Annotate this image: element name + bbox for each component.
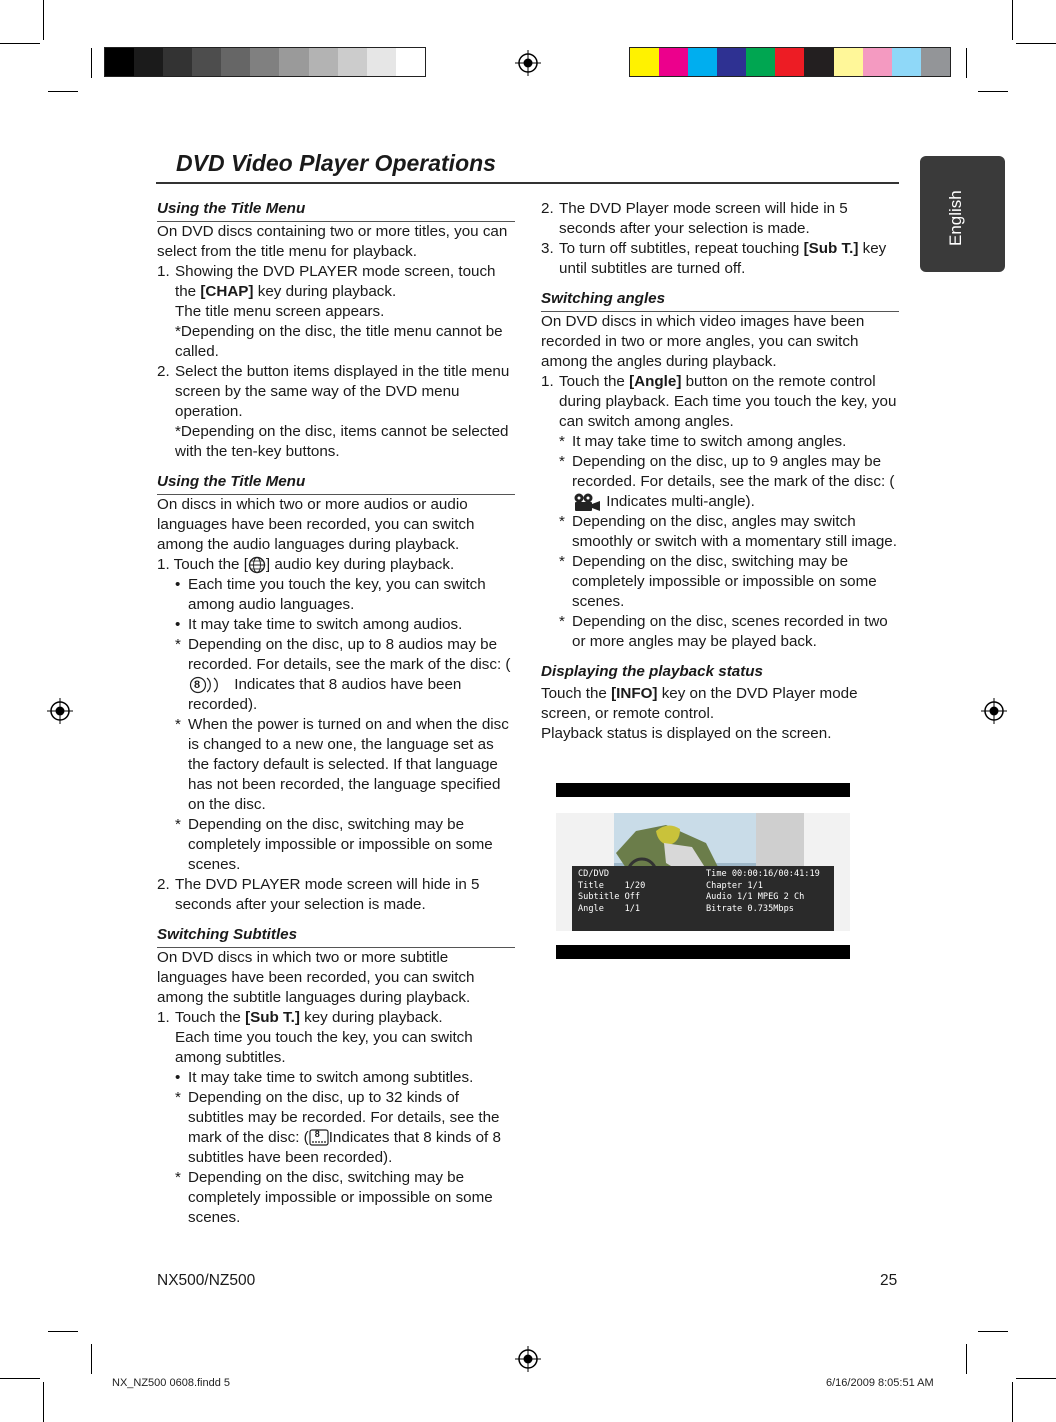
note-item: * Depending on the disc, up to 32 kinds of subtitles may be recorded. For details, see the mark of the disc: ( 8 Indicates that 8 kinds of 8 subtitles have been recorded). [175, 1089, 501, 1166]
color-swatch [192, 48, 221, 76]
crop-mark [48, 91, 78, 92]
crop-mark [0, 43, 40, 44]
color-swatch [775, 48, 804, 76]
color-swatch [163, 48, 192, 76]
list-item: 1. Touch the [ ] audio key during playback. [157, 556, 455, 573]
page-number: 25 [880, 1272, 898, 1289]
paragraph: Playback status is displayed on the screen. [541, 725, 832, 743]
crop-mark [1016, 43, 1056, 44]
crop-mark [1016, 1378, 1056, 1379]
color-swatch [746, 48, 775, 76]
color-swatch [338, 48, 367, 76]
crop-mark [91, 48, 92, 78]
crop-mark [966, 1344, 967, 1374]
paragraph: On DVD discs containing two or more titles, you can select from the title menu for playback. [157, 223, 508, 260]
title-rule [156, 182, 899, 184]
note-item: * Depending on the disc, angles may switch smoothly or switch with a momentary still image. [559, 513, 897, 551]
color-swatch [892, 48, 921, 76]
playback-status-screenshot [556, 783, 850, 959]
letterbox-bar [556, 945, 850, 959]
color-swatch [717, 48, 746, 76]
color-swatch [921, 48, 950, 76]
crop-mark [1012, 1382, 1013, 1422]
section-heading: Switching Subtitles [157, 925, 515, 948]
list-item: 3. To turn off subtitles, repeat touching [Sub T.] key until subtitles are turned off. [541, 240, 887, 277]
color-swatch [250, 48, 279, 76]
color-swatch [659, 48, 688, 76]
color-swatch [863, 48, 892, 76]
note-item: * Depending on the disc, up to 9 angles may be recorded. For details, see the mark of the disc: ( Indicates multi-angle). [559, 453, 895, 511]
crop-mark [91, 1344, 92, 1374]
audio-8-mark-icon: 8 [188, 676, 230, 694]
note-item: * Depending on the disc, switching may be completely impossible or impossible on some scenes. [175, 1169, 493, 1226]
color-swatch [134, 48, 163, 76]
crop-mark [43, 0, 44, 40]
note-item: * It may take time to switch among angles. [559, 433, 847, 450]
paragraph: On DVD discs in which video images have been recorded in two or more angles, you can switch among the angles during playback. [541, 313, 865, 370]
language-tab-label: English [946, 190, 965, 246]
bullet-item: • It may take time to switch among subtitles. [175, 1069, 474, 1086]
date-slug: 6/16/2009 8:05:51 AM [826, 1377, 934, 1389]
list-item: 1. Showing the DVD PLAYER mode screen, touch the [CHAP] key during playback. The title menu screen appears. *Depending on the disc, the title menu cannot be called. [157, 263, 503, 360]
right-column [541, 199, 899, 744]
color-swatch [630, 48, 659, 76]
registration-mark-icon [515, 50, 541, 76]
crop-mark [978, 91, 1008, 92]
section-heading: Using the Title Menu [157, 199, 515, 222]
list-item: 2. Select the button items displayed in the title menu screen by the same way of the DVD menu operation. *Depending on the disc, items cannot be selected with the ten-key buttons. [157, 363, 510, 460]
note-item: * Depending on the disc, switching may be completely impossible or impossible on some scenes. [175, 816, 493, 873]
bullet-item: • Each time you touch the key, you can switch among audio languages. [175, 576, 486, 613]
bullet-item: • It may take time to switch among audios. [175, 616, 463, 633]
section-heading: Using the Title Menu [157, 472, 515, 495]
paragraph: On discs in which two or more audios or audio languages have been recorded, you can switch among the audio languages during playback. [157, 496, 475, 553]
paragraph: Touch the [INFO] key on the DVD Player mode screen, or remote control. [541, 685, 858, 723]
color-swatch [396, 48, 425, 76]
crop-mark [1012, 0, 1013, 40]
note-item: * When the power is turned on and when the disc is changed to a new one, the language set as the factory default is selected. If that language has not been recorded, the language specified on the disc. [175, 716, 509, 813]
crop-mark [978, 1331, 1008, 1332]
video-frame [556, 813, 850, 931]
color-swatch [309, 48, 338, 76]
color-swatch [834, 48, 863, 76]
note-item: * Depending on the disc, up to 8 audios may be recorded. For details, see the mark of the disc: ( 8 Indicates that 8 audios have been recorded). [175, 636, 511, 713]
multi-angle-camera-icon [572, 492, 602, 512]
section-heading: Switching angles [541, 289, 899, 312]
color-swatch [688, 48, 717, 76]
crop-mark [43, 1382, 44, 1422]
model-number: NX500/NZ500 [157, 1272, 256, 1289]
paragraph: On DVD discs in which two or more subtitle languages have been recorded, you can switch among the subtitle languages during playback. [157, 949, 475, 1006]
list-item: 2. The DVD PLAYER mode screen will hide in 5 seconds after your selection is made. [157, 876, 480, 913]
left-column [157, 199, 515, 1228]
language-tab [920, 156, 1005, 272]
color-swatch [804, 48, 833, 76]
crop-mark [48, 1331, 78, 1332]
crop-mark [0, 1378, 40, 1379]
registration-mark-icon [515, 1346, 541, 1372]
note-item: * Depending on the disc, switching may be completely impossible or impossible on some scenes. [559, 553, 877, 611]
subtitle-8-mark-icon: 8 [309, 1129, 329, 1146]
list-item: 1. Touch the [Sub T.] key during playback. Each time you touch the key, you can switch among subtitles. [157, 1009, 473, 1066]
list-item: 2. The DVD Player mode screen will hide in 5 seconds after your selection is made. [541, 200, 848, 237]
grayscale-bar [104, 47, 426, 77]
color-swatch [367, 48, 396, 76]
section-heading: Displaying the playback status [541, 663, 763, 681]
color-swatch [105, 48, 134, 76]
color-swatch [221, 48, 250, 76]
color-swatch [279, 48, 308, 76]
file-slug: NX_NZ500 0608.findd 5 [112, 1377, 231, 1389]
registration-mark-icon [47, 698, 73, 724]
page-title: DVD Video Player Operations [176, 150, 496, 176]
list-item: 1. Touch the [Angle] button on the remote control during playback. Each time you touch the key, you can switch among angles. [541, 373, 897, 430]
color-bar [629, 47, 951, 77]
crop-mark [966, 48, 967, 78]
registration-mark-icon [981, 698, 1007, 724]
letterbox-bar [556, 783, 850, 797]
note-item: * Depending on the disc, scenes recorded in two or more angles may be played back. [559, 613, 888, 651]
globe-icon [248, 556, 266, 574]
info-osd: CD/DVD Time 00:00:16/00:41:19 Title 1/20 Chapter 1/1 Subtitle Off Audio 1/1 MPEG 2 Ch Angle 1/1 Bitrate 0.735Mbps [572, 866, 834, 931]
